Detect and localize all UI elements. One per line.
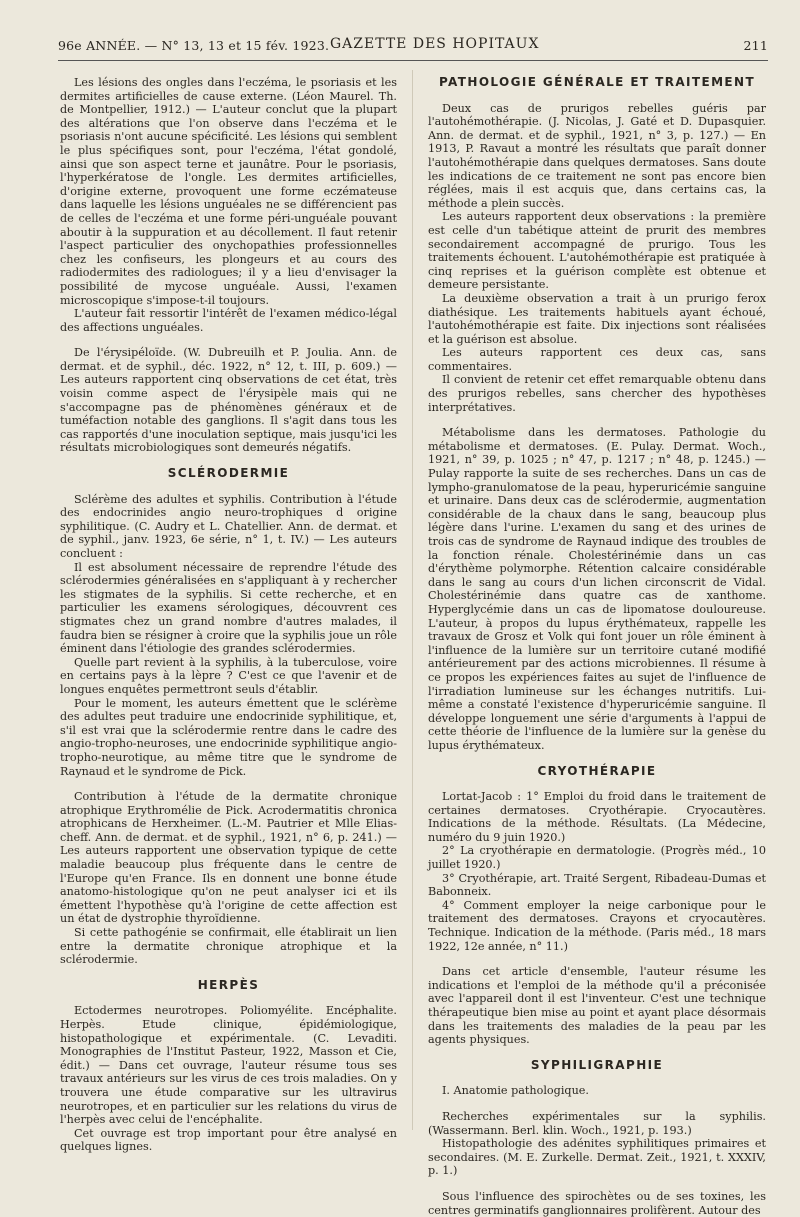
page-number: 211 <box>743 38 768 53</box>
article-prurigos: Deux cas de prurigos rebelles guéris par l'autohémothérapie. (J. Nicolas, J. Gaté et D. Dupasquier. Ann. de dermat. et de syphil., 1921, n° 3, p. 127.) — En 1913, P. Ravaut a montré les résultats que paraît donner l'autohémothérapie dans quelques dermatoses. Sans doute les indications de ce traitement ne sont pas encore bien réglées, mais il est acquis que, dans certains cas, la méthode a plein succès. <box>428 101 766 210</box>
article-metabolisme: Métabolisme dans les dermatoses. Pathologie du métabolisme et dermatoses. (E. Pulay. Dermat. Woch., 1921, n° 39, p. 1025 ; n° 47, p. 1217 ; n° 48, p. 1245.) — Pulay rapporte la suite de ses recherches. Dans un cas de lympho-granulomatose de la peau, hyperuricémie sanguine et urinaire. Dans deux cas de sclérodermie, augmentation considérable de la chaux dans le sang, beaucoup plus légère dans l'urine. L'examen du sang et des urines de trois cas de syndrome de Raynaud indique des troubles de la fonction rénale. Cholestérinémie dans un cas d'érythème polymorphe. Rétention calcaire considérable dans le sang au cours d'un lichen circonscrit de Vidal. Cholestérinémie dans quatre cas de xanthome. Hyperglycémie dans un cas de lipomatose douloureuse. L'auteur, à propos du lupus érythémateux, rappelle les travaux de Grosz et Volk qui font jouer un rôle éminent à l'influence de la lumière sur un territoire cutané modifié antérieurement par des actions microbiennes. Il résume à ce propos les expériences faites au sujet de l'influence de l'irradiation lumineuse sur les échanges nutritifs. Lui-même a constaté l'existence d'hyperuricémie sanguine. Il développe longuement une série d'arguments à l'appui de cette théorie de l'influence de la lumière sur la genèse du lupus érythémateux. <box>428 426 766 752</box>
section-heading-cryotherapie: CRYOTHÉRAPIE <box>537 763 657 778</box>
paragraph: Cet ouvrage est trop important pour être analysé en quelques lignes. <box>60 1126 397 1154</box>
paragraph: L'auteur fait ressortir l'intérêt de l'examen médico-légal des affections unguéales. <box>60 307 397 334</box>
running-header <box>58 36 768 56</box>
paragraph: Dans cet article d'ensemble, l'auteur résume les indications et l'emploi de la méthode qu'il a préconisée avec l'appareil dont il est l'inventeur. C'est une technique thérapeutique bien mise au point et ayant place désormais dans les traitements des maladies de la peau par les agents physiques. <box>428 965 766 1047</box>
paragraph: Pour le moment, les auteurs émettent que le sclérème des adultes peut traduire une endocrinide syphilitique, et, s'il est vrai que la sclérodermie rentre dans le cadre des angio-tropho-neuroses, une endocrinide syphilitique angio-tropho-neurotique, au même titre que le syndrome de Raynaud et le syndrome de Pick. <box>60 696 397 778</box>
section-heading-pathologie: PATHOLOGIE GÉNÉRALE ET TRAITEMENT <box>438 75 756 89</box>
article-dermatite-atrophique: Contribution à l'étude de la dermatite chronique atrophique Erythromélie de Pick. Acrodermatitis chronica atrophicans de Herxheimer. (L.-M. Pautrier et Mlle Elias-cheff. Ann. de dermat. et de syphil., 1921, n° 6, p. 241.) — Les auteurs rapportent une observation typique de cette maladie beaucoup plus fréquente dans le centre de l'Europe qu'en France. Ils en donnent une bonne étude anatomo-histologique qu'on ne peut analyser ici et ils émettent l'hypothèse qu'à l'origine de cette affection est un état de dystrophie thyroïdienne. <box>60 790 397 926</box>
paragraph: 4° Comment employer la neige carbonique pour le traitement des dermatoses. Crayons et cryocautères. Technique. Indication de la méthode. (Paris méd., 18 mars 1922, 12e année, n° 11.) <box>428 898 766 953</box>
header-rule <box>58 60 768 61</box>
paragraph: Il convient de retenir cet effet remarquable obtenu dans des prurigos rebelles, sans chercher des hypothèses interprétatives. <box>428 373 766 414</box>
paragraph: Les auteurs rapportent ces deux cas, sans commentaires. <box>428 346 766 373</box>
paragraph: Quelle part revient à la syphilis, à la tuberculose, voire en certains pays à la lèpre ? C'est ce que l'avenir et de longues enquêtes permettront seuls d'établir. <box>60 655 397 696</box>
paragraph: Il est absolument nécessaire de reprendre l'étude des sclérodermies généralisées en s'appliquant à y rechercher les stigmates de la syphilis. Si cette recherche, et en particulier les examens sérologiques, découvrent ces stigmates chez un grand nombre d'autres malades, il faudra bien se résigner à croire que la syphilis joue un rôle éminent dans l'étiologie des grandes sclérodermies. <box>60 560 397 656</box>
subheading-anatomie: I. Anatomie pathologique. <box>442 1084 589 1098</box>
column-divider <box>412 70 413 1130</box>
article-zurkelle: Histopathologie des adénites syphilitiques primaires et secondaires. (M. E. Zurkelle. Dermat. Zeit., 1921, t. XXXIV, p. 1.) <box>428 1137 766 1178</box>
paragraph: 3° Cryothérapie, art. Traité Sergent, Ribadeau-Dumas et Babonneix. <box>428 871 766 899</box>
section-heading-sclerodermie: SCLÉRODERMIE <box>167 466 290 481</box>
section-heading-syphiligraphie: SYPHILIGRAPHIE <box>530 1057 664 1072</box>
article-sclereme: Sclérème des adultes et syphilis. Contribution à l'étude des endocrinides angio neuro-trophiques d origine syphilitique. (C. Audry et L. Chatellier. Ann. de dermat. et de syphil., janv. 1923, 6e série, n° 1, t. IV.) — Les auteurs concluent : <box>60 492 397 560</box>
paragraph: 2° La cryothérapie en dermatologie. (Progrès méd., 10 juillet 1920.) <box>428 844 766 872</box>
article-erysipeloide: De l'érysipéloïde. (W. Dubreuilh et P. Joulia. Ann. de dermat. et de syphil., déc. 1922, n° 12, t. III, p. 609.) — Les auteurs rapportent cinq observations de cet état, très voisin comme aspect de l'érysipèle mais qui ne s'accompagne pas de phénomènes généraux et de tuméfaction notable des ganglions. Il s'agit dans tous les cas rapportés d'une inoculation septique, mais jusqu'ici les résultats microbiologiques sont demeurés négatifs. <box>60 346 397 455</box>
paragraph: Sous l'influence des spirochètes ou de ses toxines, les centres germinatifs ganglionnaires prolifèrent. Autour des <box>428 1189 766 1217</box>
paragraph: Si cette pathogénie se confirmait, elle établirait un lien entre la dermatite chronique atrophique et la sclérodermie. <box>60 926 397 967</box>
article-lortat-jacob: Lortat-Jacob : 1° Emploi du froid dans le traitement de certaines dermatoses. Cryothérapie. Cryocautères. Indications de la méthode. Résultats. (La Médecine, numéro du 9 juin 1920.) <box>428 790 766 844</box>
left-column <box>60 76 397 1154</box>
section-heading-herpes: HERPÈS <box>197 977 260 992</box>
paragraph: La deuxième observation a trait à un prurigo ferox diathésique. Les traitements habituels ayant échoué, l'autohémothérapie est faite. Dix injections sont réalisées et la guérison est absolue. <box>428 291 766 346</box>
article-ongles: Les lésions des ongles dans l'eczéma, le psoriasis et les dermites artificielles de cause externe. (Léon Maurel. Th. de Montpellier, 1912.) — L'auteur conclut que la plupart des altérations que l'on observe dans l'eczéma et le psoriasis n'ont aucune spécificité. Les lésions qui semblent le plus spécifiques sont, pour l'eczéma, l'état gondolé, ainsi que son aspect terne et jaunâtre. Pour le psoriasis, l'hyperkératose de l'ongle. Les dermites artificielles, d'origine externe, provoquent une forme eczémateuse dans laquelle les lésions unguéales ne se différencient pas de celles de l'eczéma et une forme péri-unguéale pouvant aboutir à la suppuration et au décollement. Il faut retenir l'aspect particulier des onychopathies professionnelles chez les confiseurs, les plongeurs et au cours des radiodermites des radiologues; il y a lieu d'envisager la possibilité de mycose unguéale. Aussi, l'examen microscopique s'impose-t-il toujours. <box>60 76 397 307</box>
article-wassermann: Recherches expérimentales sur la syphilis. (Wassermann. Berl. klin. Woch., 1921, p. 193.) <box>428 1109 766 1137</box>
right-column <box>428 76 766 1217</box>
journal-title: GAZETTE DES HOPITAUX <box>330 36 540 52</box>
paragraph: Les auteurs rapportent deux observations : la première est celle d'un tabétique atteint de prurit des membres secondairement accompagné de prurigo. Tous les traitements échouent. L'autohémothérapie est pratiquée à cinq reprises et la guérison complète est obtenue et demeure persistante. <box>428 210 766 292</box>
issue-info: 96e ANNÉE. — N° 13, 13 et 15 fév. 1923. <box>58 38 330 53</box>
article-ectodermoses: Ectodermes neurotropes. Poliomyélite. Encéphalite. Herpès. Etude clinique, épidémiologique, histopathologique et expérimentale. (C. Levaditi. Monographies de l'Institut Pasteur, 1922, Masson et Cie, édit.) — Dans cet ouvrage, l'auteur résume tous ses travaux antérieurs sur les virus de ces trois maladies. On y trouvera une étude comparative sur les ultravirus neurotropes, et en particulier sur les relations du virus de l'herpès avec celui de l'encéphalite. <box>60 1004 397 1127</box>
